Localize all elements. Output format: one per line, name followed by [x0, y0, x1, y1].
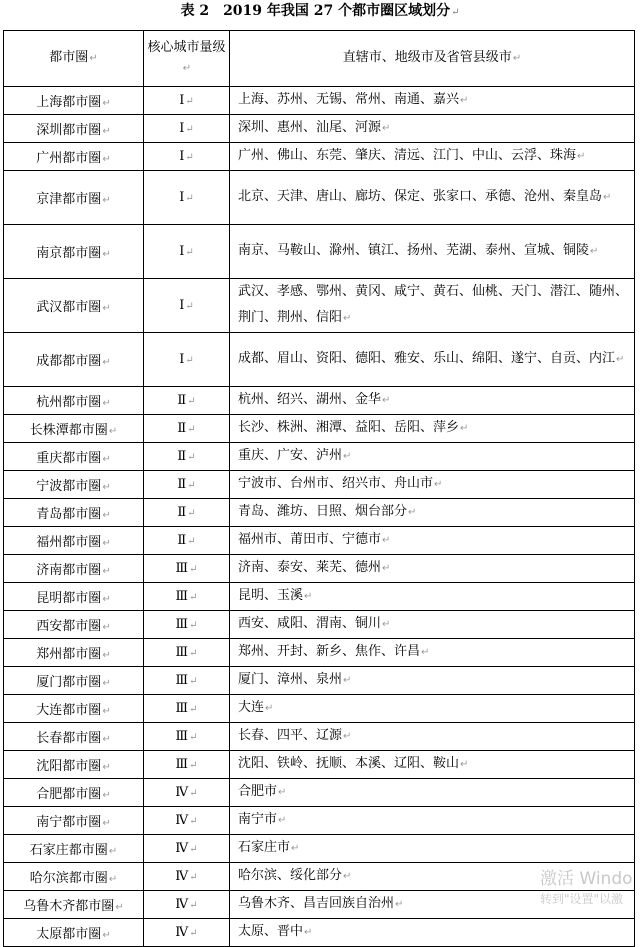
table-row [4, 87, 635, 115]
paragraph-mark-icon: ↵ [291, 843, 300, 854]
paragraph-mark-icon: ↵ [189, 844, 198, 855]
core-level-cell: Ⅰ↵ [144, 87, 230, 115]
paragraph-mark-icon: ↵ [185, 193, 194, 204]
table-body [4, 87, 635, 947]
metro-area-name-cell: 上海都市圈↵ [4, 87, 144, 115]
paragraph-mark-icon: ↵ [187, 480, 196, 491]
paragraph-mark-icon: ↵ [187, 536, 196, 547]
paragraph-mark-icon: ↵ [421, 647, 430, 658]
paragraph-mark-icon: ↵ [102, 622, 111, 633]
paragraph-mark-icon: ↵ [189, 816, 198, 827]
core-level-cell: Ⅰ↵ [144, 225, 230, 279]
metro-area-name-cell: 宁波都市圈↵ [4, 471, 144, 499]
paragraph-mark-icon: ↵ [189, 704, 198, 715]
metro-area-name-cell: 杭州都市圈↵ [4, 387, 144, 415]
core-level-cell: Ⅱ↵ [144, 415, 230, 443]
activation-watermark-line1: 激活 Windo [540, 869, 633, 889]
cities-cell: 宁波市、台州市、绍兴市、舟山市↵ [230, 471, 635, 499]
paragraph-mark-icon: ↵ [102, 538, 111, 549]
cities-cell: 成都、眉山、资阳、德阳、雅安、乐山、绵阳、遂宁、自贡、内江↵ [230, 333, 635, 387]
paragraph-mark-icon: ↵ [102, 734, 111, 745]
paragraph-mark-icon: ↵ [189, 676, 198, 687]
paragraph-mark-icon: ↵ [278, 815, 287, 826]
paragraph-mark-icon: ↵ [577, 151, 586, 162]
paragraph-mark-icon: ↵ [434, 479, 443, 490]
cities-cell: 青岛、潍坊、日照、烟台部分↵ [230, 499, 635, 527]
cities-cell: 合肥市↵ [230, 779, 635, 807]
metro-area-name-cell: 西安都市圈↵ [4, 611, 144, 639]
paragraph-mark-icon: ↵ [189, 760, 198, 771]
core-level-cell: Ⅰ↵ [144, 143, 230, 171]
table-title-text: 表 2 2019 年我国 27 个都市圈区域划分 [180, 3, 451, 19]
core-level-cell: Ⅲ↵ [144, 751, 230, 779]
table-row [4, 527, 635, 555]
paragraph-mark-icon: ↵ [187, 508, 196, 519]
table-row [4, 779, 635, 807]
paragraph-mark-icon: ↵ [102, 98, 111, 109]
table-title [0, 0, 640, 26]
paragraph-mark-icon: ↵ [603, 192, 612, 203]
paragraph-mark-icon: ↵ [590, 246, 599, 257]
paragraph-mark-icon: ↵ [189, 900, 198, 911]
cities-cell: 沈阳、铁岭、抚顺、本溪、辽阳、鞍山↵ [230, 751, 635, 779]
paragraph-mark-icon: ↵ [343, 675, 352, 686]
core-level-cell: Ⅰ↵ [144, 115, 230, 143]
core-level-cell: Ⅱ↵ [144, 527, 230, 555]
paragraph-mark-icon: ↵ [108, 874, 118, 885]
cities-cell: 深圳、惠州、汕尾、河源↵ [230, 115, 635, 143]
header-core-city-level: 核心城市量级↵ [144, 31, 230, 87]
table-row [4, 443, 635, 471]
paragraph-mark-icon: ↵ [185, 152, 194, 163]
paragraph-mark-icon: ↵ [451, 7, 460, 18]
cities-cell: 武汉、孝感、鄂州、黄冈、咸宁、黄石、仙桃、天门、潜江、随州、荆门、荆州、信阳↵ [230, 279, 635, 333]
table-row [4, 751, 635, 779]
paragraph-mark-icon: ↵ [102, 454, 111, 465]
core-level-cell: Ⅳ↵ [144, 863, 230, 891]
metro-area-name-cell: 南宁都市圈↵ [4, 807, 144, 835]
paragraph-mark-icon: ↵ [102, 594, 111, 605]
cities-cell: 杭州、绍兴、湖州、金华↵ [230, 387, 635, 415]
paragraph-mark-icon: ↵ [187, 396, 196, 407]
paragraph-mark-icon: ↵ [102, 126, 111, 137]
paragraph-mark-icon: ↵ [102, 398, 111, 409]
core-level-cell: Ⅲ↵ [144, 639, 230, 667]
paragraph-mark-icon: ↵ [187, 424, 196, 435]
paragraph-mark-icon: ↵ [382, 563, 391, 574]
paragraph-mark-icon: ↵ [382, 123, 391, 134]
paragraph-mark-icon: ↵ [185, 247, 194, 258]
cities-cell: 上海、苏州、无锡、常州、南通、嘉兴↵ [230, 87, 635, 115]
metro-area-name-cell: 沈阳都市圈↵ [4, 751, 144, 779]
paragraph-mark-icon: ↵ [304, 927, 313, 938]
paragraph-mark-icon: ↵ [382, 535, 391, 546]
table-header-row [4, 31, 635, 87]
cities-cell: 福州市、莆田市、宁德市↵ [230, 527, 635, 555]
table-row [4, 583, 635, 611]
table-row [4, 639, 635, 667]
paragraph-mark-icon: ↵ [102, 482, 111, 493]
table-row [4, 415, 635, 443]
table-row [4, 387, 635, 415]
paragraph-mark-icon: ↵ [189, 592, 198, 603]
table-row [4, 835, 635, 863]
table-row [4, 611, 635, 639]
table-row [4, 279, 635, 333]
core-level-cell: Ⅳ↵ [144, 891, 230, 919]
cities-cell: 济南、泰安、莱芜、德州↵ [230, 555, 635, 583]
table-row [4, 667, 635, 695]
core-level-cell: Ⅳ↵ [144, 835, 230, 863]
cities-cell: 西安、咸阳、渭南、铜川↵ [230, 611, 635, 639]
paragraph-mark-icon: ↵ [108, 846, 118, 857]
paragraph-mark-icon: ↵ [185, 301, 194, 312]
paragraph-mark-icon: ↵ [102, 154, 111, 165]
core-level-cell: Ⅳ↵ [144, 919, 230, 947]
metro-area-name-cell: 郑州都市圈↵ [4, 639, 144, 667]
paragraph-mark-icon: ↵ [185, 96, 194, 107]
core-level-cell: Ⅱ↵ [144, 443, 230, 471]
header-cities: 直辖市、地级市及省管县级市↵ [230, 31, 635, 87]
table-row [4, 723, 635, 751]
paragraph-mark-icon: ↵ [185, 355, 194, 366]
paragraph-mark-icon: ↵ [189, 620, 198, 631]
core-level-cell: Ⅰ↵ [144, 279, 230, 333]
metro-area-name-cell: 太原都市圈↵ [4, 919, 144, 947]
paragraph-mark-icon: ↵ [460, 95, 469, 106]
metro-area-name-cell: 深圳都市圈↵ [4, 115, 144, 143]
core-level-cell: Ⅱ↵ [144, 471, 230, 499]
core-level-cell: Ⅲ↵ [144, 723, 230, 751]
paragraph-mark-icon: ↵ [189, 732, 198, 743]
paragraph-mark-icon: ↵ [102, 818, 111, 829]
metro-area-name-cell: 长春都市圈↵ [4, 723, 144, 751]
metro-area-name-cell: 乌鲁木齐都市圈↵ [4, 891, 144, 919]
paragraph-mark-icon: ↵ [616, 354, 625, 365]
paragraph-mark-icon: ↵ [189, 788, 198, 799]
cities-cell: 石家庄市↵ [230, 835, 635, 863]
table-row [4, 499, 635, 527]
cities-cell: 长春、四平、辽源↵ [230, 723, 635, 751]
table-row [4, 333, 635, 387]
table-row [4, 115, 635, 143]
paragraph-mark-icon: ↵ [278, 787, 287, 798]
table-row [4, 919, 635, 947]
paragraph-mark-icon: ↵ [343, 871, 352, 882]
paragraph-mark-icon: ↵ [102, 195, 111, 206]
paragraph-mark-icon: ↵ [102, 249, 111, 260]
paragraph-mark-icon: ↵ [102, 650, 111, 661]
core-level-cell: Ⅲ↵ [144, 695, 230, 723]
cities-cell: 长沙、株洲、湘潭、益阳、岳阳、萍乡↵ [230, 415, 635, 443]
metro-area-name-cell: 南京都市圈↵ [4, 225, 144, 279]
paragraph-mark-icon: ↵ [187, 452, 196, 463]
paragraph-mark-icon: ↵ [102, 930, 111, 941]
paragraph-mark-icon: ↵ [102, 510, 111, 521]
table-row [4, 171, 635, 225]
core-level-cell: Ⅲ↵ [144, 611, 230, 639]
paragraph-mark-icon: ↵ [102, 566, 111, 577]
cities-cell: 乌鲁木齐、昌吉回族自治州↵ [230, 891, 635, 919]
paragraph-mark-icon: ↵ [343, 731, 352, 742]
metro-area-name-cell: 广州都市圈↵ [4, 143, 144, 171]
table-row [4, 695, 635, 723]
metro-area-name-cell: 青岛都市圈↵ [4, 499, 144, 527]
cities-cell: 大连↵ [230, 695, 635, 723]
cities-cell: 广州、佛山、东莞、肇庆、清远、江门、中山、云浮、珠海↵ [230, 143, 635, 171]
core-level-cell: Ⅱ↵ [144, 499, 230, 527]
table-row [4, 471, 635, 499]
paragraph-mark-icon: ↵ [189, 872, 198, 883]
core-level-cell: Ⅳ↵ [144, 779, 230, 807]
metro-area-name-cell: 重庆都市圈↵ [4, 443, 144, 471]
paragraph-mark-icon: ↵ [408, 507, 417, 518]
metro-area-name-cell: 石家庄都市圈↵ [4, 835, 144, 863]
cities-cell: 哈尔滨、绥化部分↵ [230, 863, 635, 891]
core-level-cell: Ⅱ↵ [144, 387, 230, 415]
paragraph-mark-icon: ↵ [189, 648, 198, 659]
metro-area-name-cell: 武汉都市圈↵ [4, 279, 144, 333]
table-row [4, 225, 635, 279]
paragraph-mark-icon: ↵ [102, 678, 111, 689]
table-row [4, 555, 635, 583]
table-row [4, 807, 635, 835]
metro-area-name-cell: 成都都市圈↵ [4, 333, 144, 387]
paragraph-mark-icon: ↵ [460, 759, 469, 770]
cities-cell: 重庆、广安、泸州↵ [230, 443, 635, 471]
cities-cell: 郑州、开封、新乡、焦作、许昌↵ [230, 639, 635, 667]
core-level-cell: Ⅲ↵ [144, 555, 230, 583]
paragraph-mark-icon: ↵ [189, 928, 198, 939]
core-level-cell: Ⅰ↵ [144, 171, 230, 225]
paragraph-mark-icon: ↵ [304, 591, 313, 602]
cities-cell: 南京、马鞍山、滁州、镇江、扬州、芜湖、泰州、宣城、铜陵↵ [230, 225, 635, 279]
paragraph-mark-icon: ↵ [189, 564, 198, 575]
metro-area-table [3, 30, 635, 947]
paragraph-mark-icon: ↵ [460, 423, 469, 434]
cities-cell: 厦门、漳州、泉州↵ [230, 667, 635, 695]
cities-cell: 北京、天津、唐山、廊坊、保定、张家口、承德、沧州、秦皇岛↵ [230, 171, 635, 225]
metro-area-name-cell: 哈尔滨都市圈↵ [4, 863, 144, 891]
activation-watermark-line2: 转到"设置"以激 [540, 892, 624, 906]
metro-area-name-cell: 济南都市圈↵ [4, 555, 144, 583]
metro-area-name-cell: 长株潭都市圈↵ [4, 415, 144, 443]
metro-area-name-cell: 昆明都市圈↵ [4, 583, 144, 611]
table-row [4, 143, 635, 171]
metro-area-name-cell: 福州都市圈↵ [4, 527, 144, 555]
paragraph-mark-icon: ↵ [102, 762, 111, 773]
paragraph-mark-icon: ↵ [108, 426, 118, 437]
core-level-cell: Ⅲ↵ [144, 583, 230, 611]
paragraph-mark-icon: ↵ [343, 451, 352, 462]
cities-cell: 太原、晋中↵ [230, 919, 635, 947]
core-level-cell: Ⅲ↵ [144, 667, 230, 695]
core-level-cell: Ⅳ↵ [144, 807, 230, 835]
paragraph-mark-icon: ↵ [102, 706, 111, 717]
paragraph-mark-icon: ↵ [185, 124, 194, 135]
paragraph-mark-icon: ↵ [102, 303, 111, 314]
header-metro-area: 都市圈↵ [4, 31, 144, 87]
paragraph-mark-icon: ↵ [382, 395, 391, 406]
paragraph-mark-icon: ↵ [102, 357, 111, 368]
paragraph-mark-icon: ↵ [343, 313, 352, 324]
metro-area-name-cell: 京津都市圈↵ [4, 171, 144, 225]
paragraph-mark-icon: ↵ [265, 703, 274, 714]
paragraph-mark-icon: ↵ [395, 899, 404, 910]
paragraph-mark-icon: ↵ [115, 902, 124, 913]
paragraph-mark-icon: ↵ [102, 790, 111, 801]
metro-area-name-cell: 厦门都市圈↵ [4, 667, 144, 695]
paragraph-mark-icon: ↵ [382, 619, 391, 630]
core-level-cell: Ⅰ↵ [144, 333, 230, 387]
cities-cell: 南宁市↵ [230, 807, 635, 835]
metro-area-name-cell: 合肥都市圈↵ [4, 779, 144, 807]
metro-area-name-cell: 大连都市圈↵ [4, 695, 144, 723]
cities-cell: 昆明、玉溪↵ [230, 583, 635, 611]
